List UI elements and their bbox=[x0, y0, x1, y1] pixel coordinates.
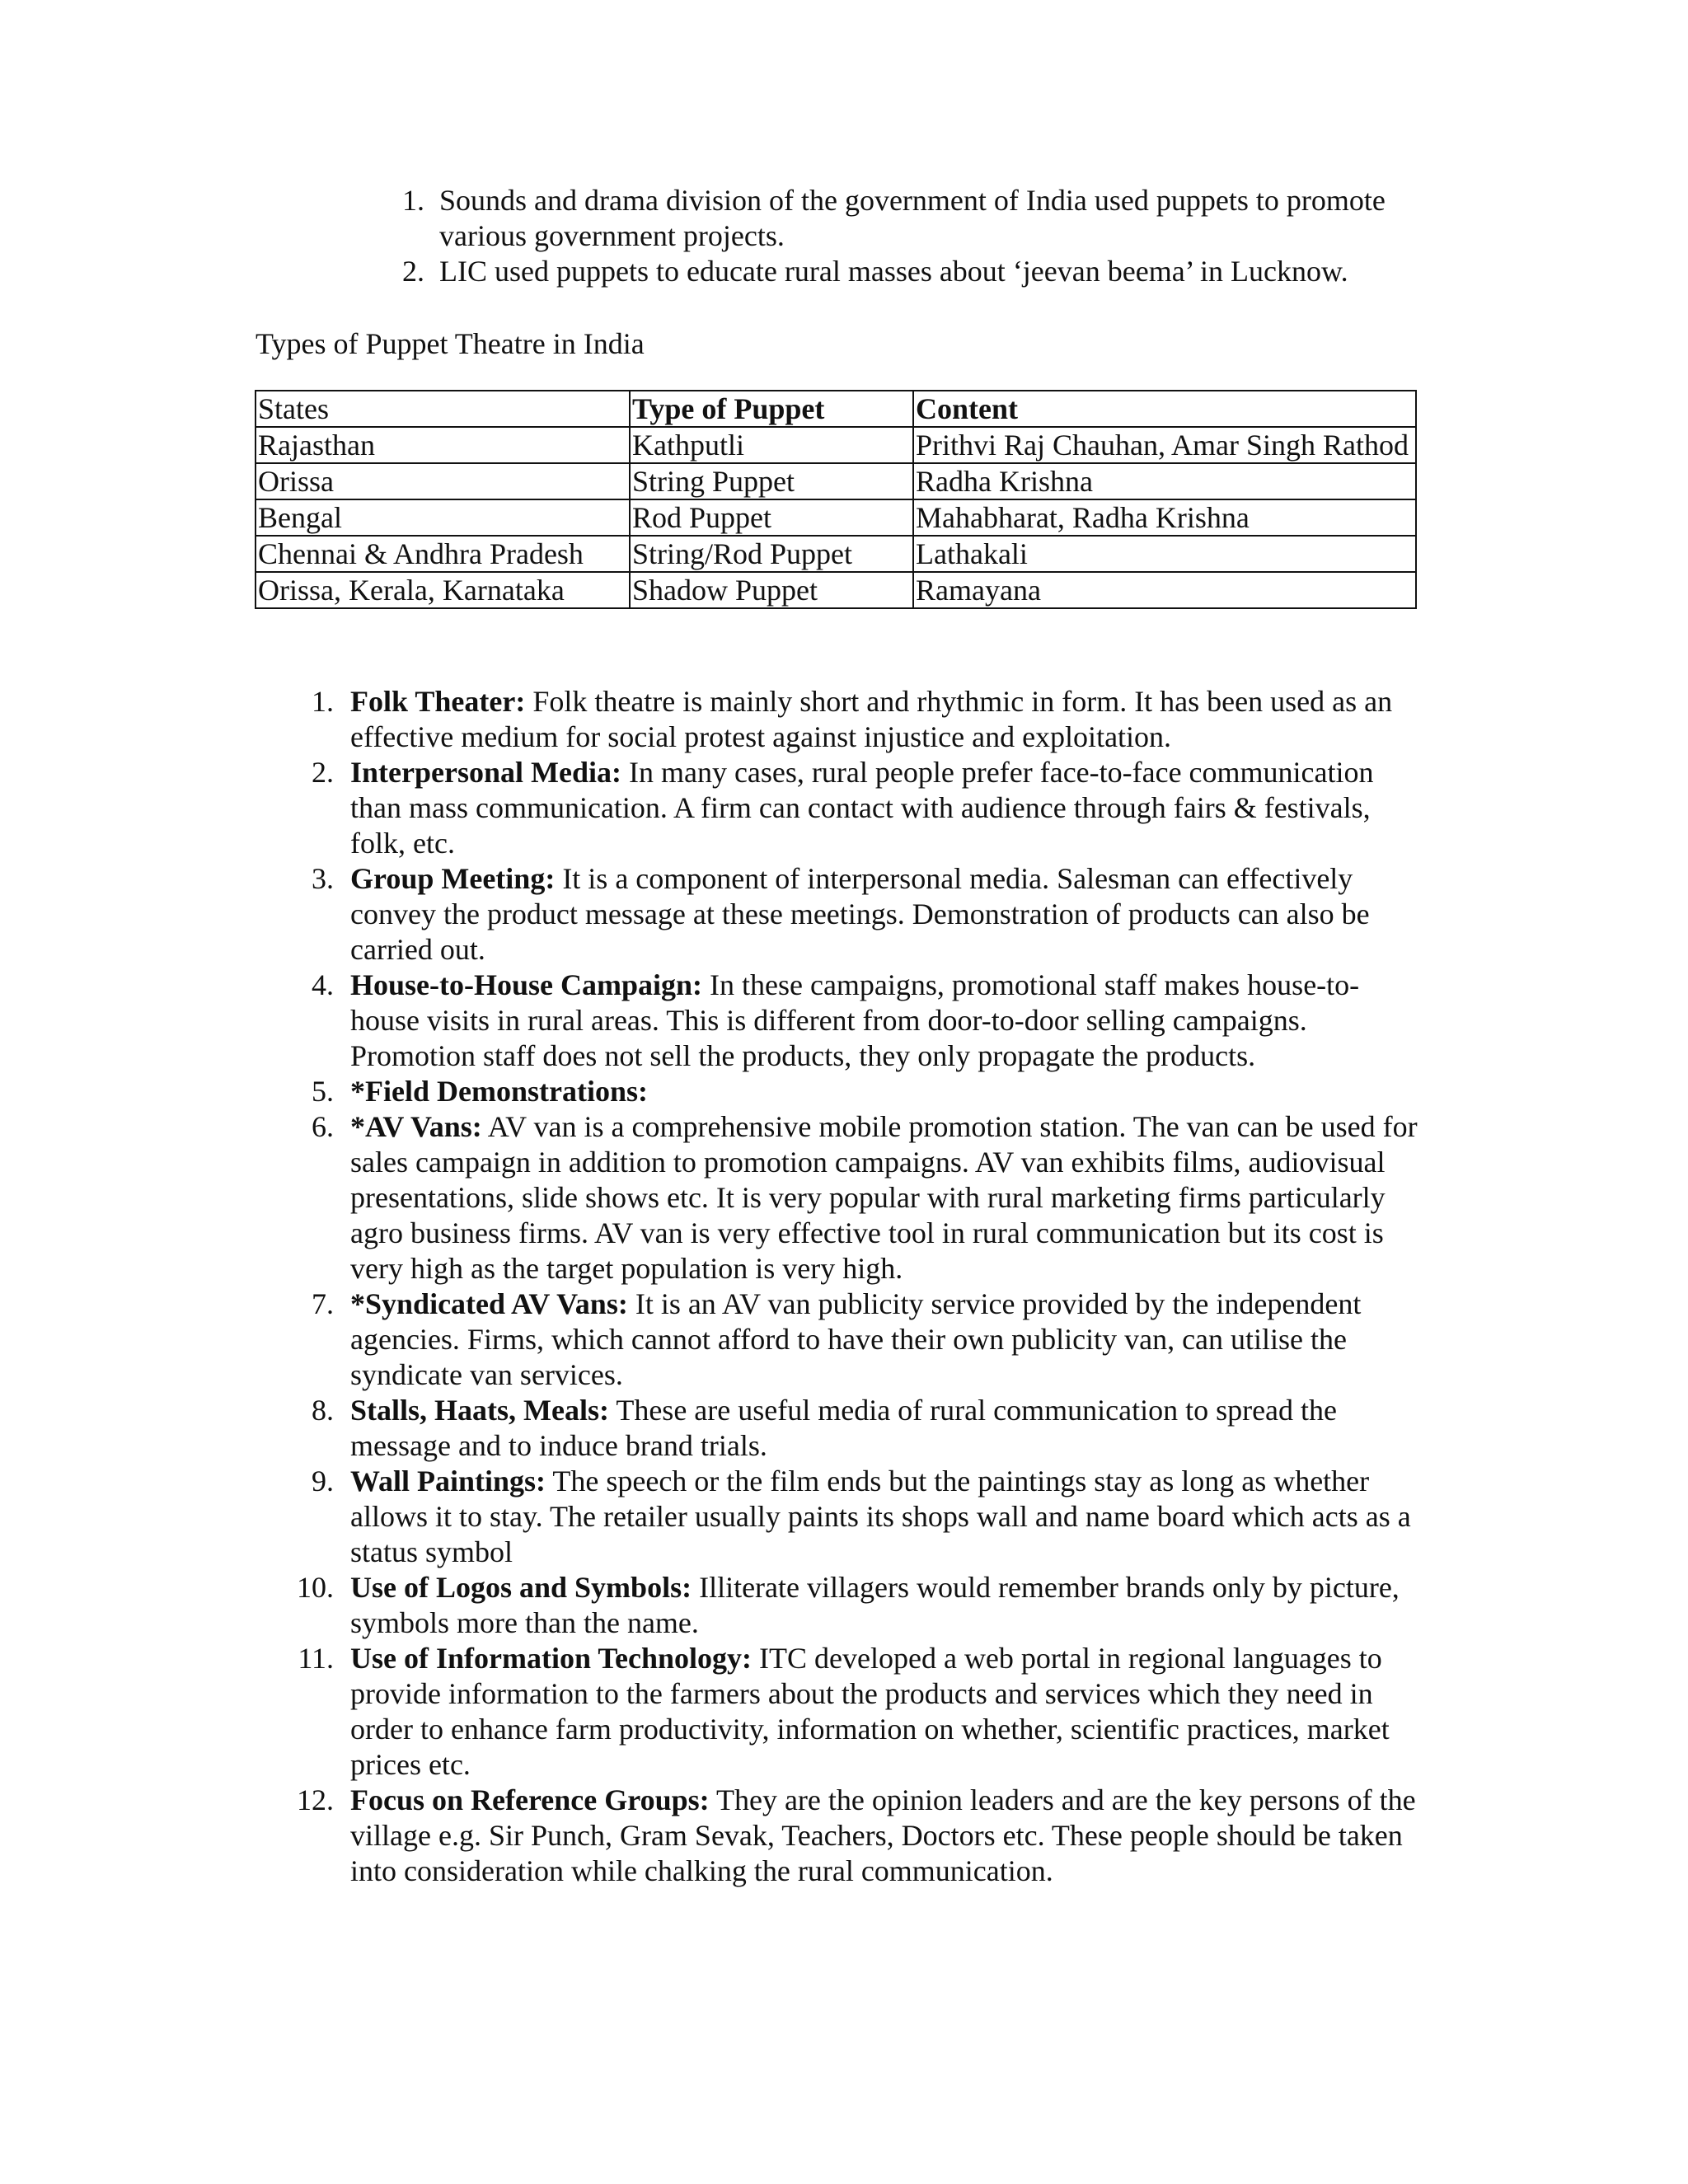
list-item bbox=[301, 968, 1422, 1074]
list-item-term: Folk Theater: bbox=[350, 685, 526, 718]
table-row bbox=[256, 572, 1416, 608]
table-header-row bbox=[256, 391, 1416, 427]
list-item-text: It is an AV van publicity service provided by the independent agencies. Firms, which cannot afford to have their own publicity van, can utilise the syndicate van services. bbox=[350, 1287, 1362, 1391]
list-number: 2. bbox=[312, 756, 334, 789]
cell-type: String/Rod Puppet bbox=[630, 536, 913, 572]
cell-type: String Puppet bbox=[630, 463, 913, 499]
list-number: 1. bbox=[402, 184, 424, 217]
list-item bbox=[301, 1464, 1422, 1570]
cell-content: Radha Krishna bbox=[913, 463, 1416, 499]
list-number: 3. bbox=[312, 862, 334, 895]
list-number: 11. bbox=[298, 1642, 334, 1675]
list-item-term: House-to-House Campaign: bbox=[350, 968, 703, 1001]
list-item bbox=[297, 1783, 1422, 1889]
section-heading: Types of Puppet Theatre in India bbox=[256, 327, 645, 360]
list-number: 2. bbox=[402, 255, 424, 288]
table-row bbox=[256, 499, 1416, 536]
list-item-text: Folk theatre is mainly short and rhythmic in form. It has been used as an effective medium for social protest against injustice and exploitation. bbox=[350, 685, 1393, 753]
cell-type: Kathputli bbox=[630, 427, 913, 463]
list-item bbox=[297, 1570, 1422, 1641]
list-item-text: It is a component of interpersonal media. Salesman can effectively convey the product message at these meetings. Demonstration of products can also be carried out. bbox=[350, 862, 1370, 966]
list-number: 10. bbox=[297, 1571, 334, 1604]
list-item bbox=[301, 755, 1422, 861]
list-item-text: AV van is a comprehensive mobile promotion station. The van can be used for sales campaign in addition to promotion campaigns. AV van exhibits films, audiovisual presentations, slide shows etc. It is very popular with rural marketing firms particularly agro business firms. AV van is very effective tool in rural communication but its cost is very high as the target population is very high. bbox=[350, 1110, 1418, 1285]
list-item-term: Interpersonal Media: bbox=[350, 756, 621, 789]
list-item bbox=[301, 1286, 1422, 1393]
list-item-text: They are the opinion leaders and are the key persons of the village e.g. Sir Punch, Gram Sevak, Teachers, Doctors etc. These people should be taken into consideration while chalking the rural communication. bbox=[350, 1783, 1416, 1887]
list-item-term: *Field Demonstrations: bbox=[350, 1075, 648, 1108]
list-item-term: Group Meeting: bbox=[350, 862, 556, 895]
list-item-term: *Syndicated AV Vans: bbox=[350, 1287, 628, 1320]
list-item-term: Wall Paintings: bbox=[350, 1465, 546, 1497]
table-row bbox=[256, 536, 1416, 572]
list-item bbox=[301, 684, 1422, 755]
header-states: States bbox=[256, 391, 630, 427]
list-item-term: *AV Vans: bbox=[350, 1110, 482, 1143]
header-content: Content bbox=[913, 391, 1416, 427]
intro-list bbox=[392, 183, 1430, 289]
list-item-term: Use of Information Technology: bbox=[350, 1642, 753, 1675]
list-number: 6. bbox=[312, 1110, 334, 1143]
list-item-text: Illiterate villagers would remember brands only by picture, symbols more than the name. bbox=[350, 1571, 1400, 1639]
list-item bbox=[392, 254, 1430, 289]
list-item bbox=[392, 183, 1430, 254]
list-item bbox=[301, 1074, 1422, 1109]
list-item-text: ITC developed a web portal in regional languages to provide information to the farmers about the products and services which they need in order to enhance farm productivity, information on whether, scientific practices, market prices etc. bbox=[350, 1642, 1390, 1781]
cell-content: Lathakali bbox=[913, 536, 1416, 572]
list-item-text: In these campaigns, promotional staff makes house-to-house visits in rural areas. This is different from door-to-door selling campaigns. Promotion staff does not sell the products, they only propagate the products. bbox=[350, 968, 1360, 1072]
header-type-of-puppet: Type of Puppet bbox=[630, 391, 913, 427]
puppet-theatre-table bbox=[255, 390, 1417, 609]
list-item-term: Use of Logos and Symbols: bbox=[350, 1571, 692, 1604]
list-item-text: In many cases, rural people prefer face-to-face communication than mass communication. A firm can contact with audience through fairs & festivals, folk, etc. bbox=[350, 756, 1374, 860]
list-item-term: Stalls, Haats, Meals: bbox=[350, 1394, 609, 1427]
list-item bbox=[301, 1109, 1422, 1286]
cell-type: Shadow Puppet bbox=[630, 572, 913, 608]
rural-media-list bbox=[297, 684, 1422, 1889]
cell-states: Orissa bbox=[256, 463, 630, 499]
cell-content: Ramayana bbox=[913, 572, 1416, 608]
list-item-text: These are useful media of rural communication to spread the message and to induce brand trials. bbox=[350, 1394, 1338, 1462]
list-number: 8. bbox=[312, 1394, 334, 1427]
list-number: 1. bbox=[312, 685, 334, 718]
list-item bbox=[298, 1641, 1422, 1783]
cell-states: Orissa, Kerala, Karnataka bbox=[256, 572, 630, 608]
cell-content: Prithvi Raj Chauhan, Amar Singh Rathod bbox=[913, 427, 1416, 463]
table-row bbox=[256, 427, 1416, 463]
list-item bbox=[301, 861, 1422, 968]
table-row bbox=[256, 463, 1416, 499]
cell-type: Rod Puppet bbox=[630, 499, 913, 536]
cell-states: Chennai & Andhra Pradesh bbox=[256, 536, 630, 572]
list-number: 12. bbox=[297, 1783, 334, 1816]
list-number: 5. bbox=[312, 1075, 334, 1108]
list-item-text: LIC used puppets to educate rural masses about ‘jeevan beema’ in Lucknow. bbox=[439, 255, 1348, 288]
cell-states: Bengal bbox=[256, 499, 630, 536]
list-item bbox=[301, 1393, 1422, 1464]
cell-states: Rajasthan bbox=[256, 427, 630, 463]
list-item-term: Focus on Reference Groups: bbox=[350, 1783, 710, 1816]
list-item-text: Sounds and drama division of the government of India used puppets to promote various government projects. bbox=[439, 184, 1386, 252]
list-item-text: The speech or the film ends but the paintings stay as long as whether allows it to stay. The retailer usually paints its shops wall and name board which acts as a status symbol bbox=[350, 1465, 1411, 1568]
list-number: 7. bbox=[312, 1287, 334, 1320]
list-number: 4. bbox=[312, 968, 334, 1001]
cell-content: Mahabharat, Radha Krishna bbox=[913, 499, 1416, 536]
list-number: 9. bbox=[312, 1465, 334, 1497]
